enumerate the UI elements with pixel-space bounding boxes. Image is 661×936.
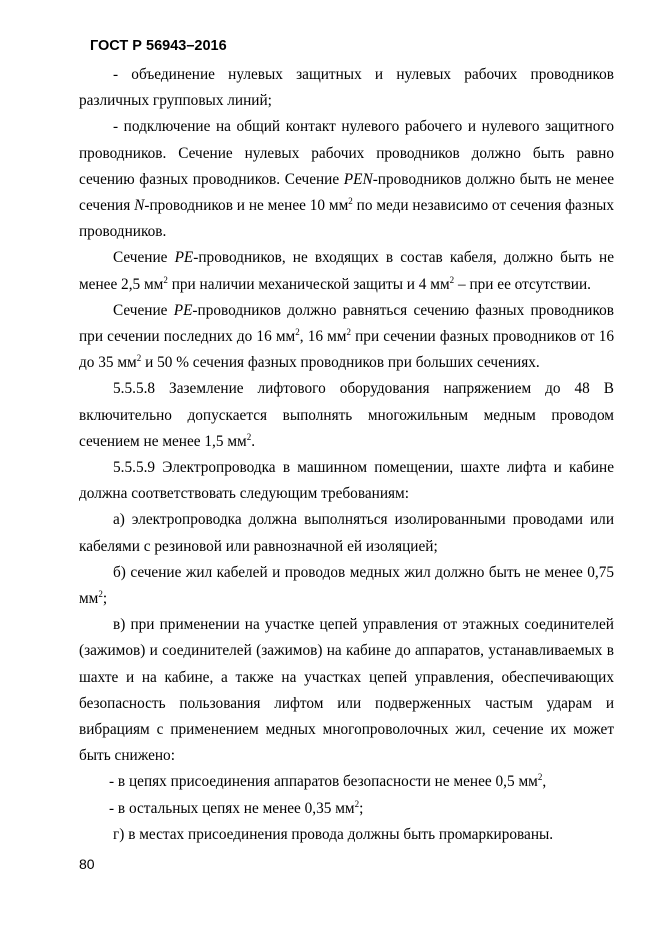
superscript: 2 — [246, 431, 252, 442]
text-run: Сечение — [113, 301, 174, 319]
list-item: а) электропроводка должна выполняться изолированными проводами или кабелями с резиновой или равнозначной ей изоляцией; — [79, 511, 614, 555]
text-run: ; — [359, 799, 364, 817]
list-item: в) при применении на участке цепей управления от этажных соединителей (зажимов) и соединителей (зажимов) на кабине до аппаратов, устанавливаемых в шахте и на кабине, а также на участках цепей управления, обеспечивающих безопасность пользования лифтом или подверженных частым ударам и вибрациям с применением медных многопроволочных жил, сечение их может быть снижено: — [79, 616, 614, 765]
text-run: -проводников, не входящих в состав кабеля, должно быть не менее 2,5 мм — [79, 249, 614, 293]
document-body — [79, 62, 614, 848]
text-run: ; — [102, 590, 108, 608]
paragraph — [79, 298, 614, 377]
page-number: 80 — [79, 856, 95, 872]
text-run: по меди независимо от сечения фазных проводников. — [79, 197, 614, 241]
text-run: -проводников должно быть не менее сечения — [79, 170, 614, 215]
text-run: при наличии механической защиты и 4 мм — [167, 275, 450, 293]
sub-list-item — [79, 796, 614, 822]
text-run: при сечении фазных проводников от 16 до 35 мм — [79, 328, 614, 372]
superscript: 2 — [354, 798, 360, 809]
superscript: 2 — [346, 327, 351, 338]
text-run: Сечение — [113, 249, 175, 267]
paragraph: - объединение нулевых защитных и нулевых рабочих проводников различных групповых линий; — [79, 66, 614, 110]
superscript: 2 — [537, 772, 543, 783]
text-run: , 16 мм — [299, 328, 347, 346]
paragraph: 5.5.5.9 Электропроводка в машинном помещении, шахте лифта и кабине должна соответствовать следующим требованиям: — [79, 459, 614, 503]
superscript: 2 — [295, 327, 300, 338]
paragraph — [79, 114, 614, 245]
text-run-italic: PE — [173, 301, 193, 319]
text-run: - подключение на общий контакт нулевого рабочего и нулевого защитного проводников. Сечение нулевых рабочих проводников должно быть равно сечению фазных проводников. Сечение — [79, 118, 614, 188]
paragraph — [79, 376, 614, 455]
text-run: - в цепях присоединения аппаратов безопасности не менее 0,5 мм — [109, 773, 538, 791]
text-run: б) сечение жил кабелей и проводов медных жил должно быть не менее 0,75 мм — [79, 563, 614, 608]
superscript: 2 — [98, 589, 103, 600]
document-header: ГОСТ Р 56943–2016 — [90, 38, 227, 54]
sub-list-item — [79, 769, 614, 795]
text-run: . — [251, 432, 256, 450]
list-item: г) в местах присоединения провода должны быть промаркированы. — [113, 825, 554, 843]
text-run: , — [542, 773, 547, 791]
superscript: 2 — [348, 196, 353, 207]
list-item — [79, 560, 614, 612]
text-run: 5.5.5.8 Заземление лифтового оборудования напряжением до 48 В включительно допускается выполнять многожильным медным проводом сечением не менее 1,5 мм — [79, 380, 614, 450]
text-run: и 50 % сечения фазных проводников при больших сечениях. — [141, 354, 540, 372]
text-run: -проводников и не менее 10 мм — [144, 197, 349, 215]
text-run: - в остальных цепях не менее 0,35 мм — [109, 799, 355, 817]
text-run-italic: N — [134, 197, 145, 215]
text-run: -проводников должно равняться сечению фазных проводников при сечении последних до 16 мм — [79, 301, 614, 346]
superscript: 2 — [163, 274, 168, 285]
text-run: – при ее отсутствии. — [454, 275, 592, 293]
text-run-italic: PE — [174, 249, 194, 267]
text-run-italic: PEN — [343, 170, 373, 188]
superscript: 2 — [449, 274, 455, 285]
paragraph — [79, 245, 614, 297]
superscript: 2 — [136, 353, 142, 364]
